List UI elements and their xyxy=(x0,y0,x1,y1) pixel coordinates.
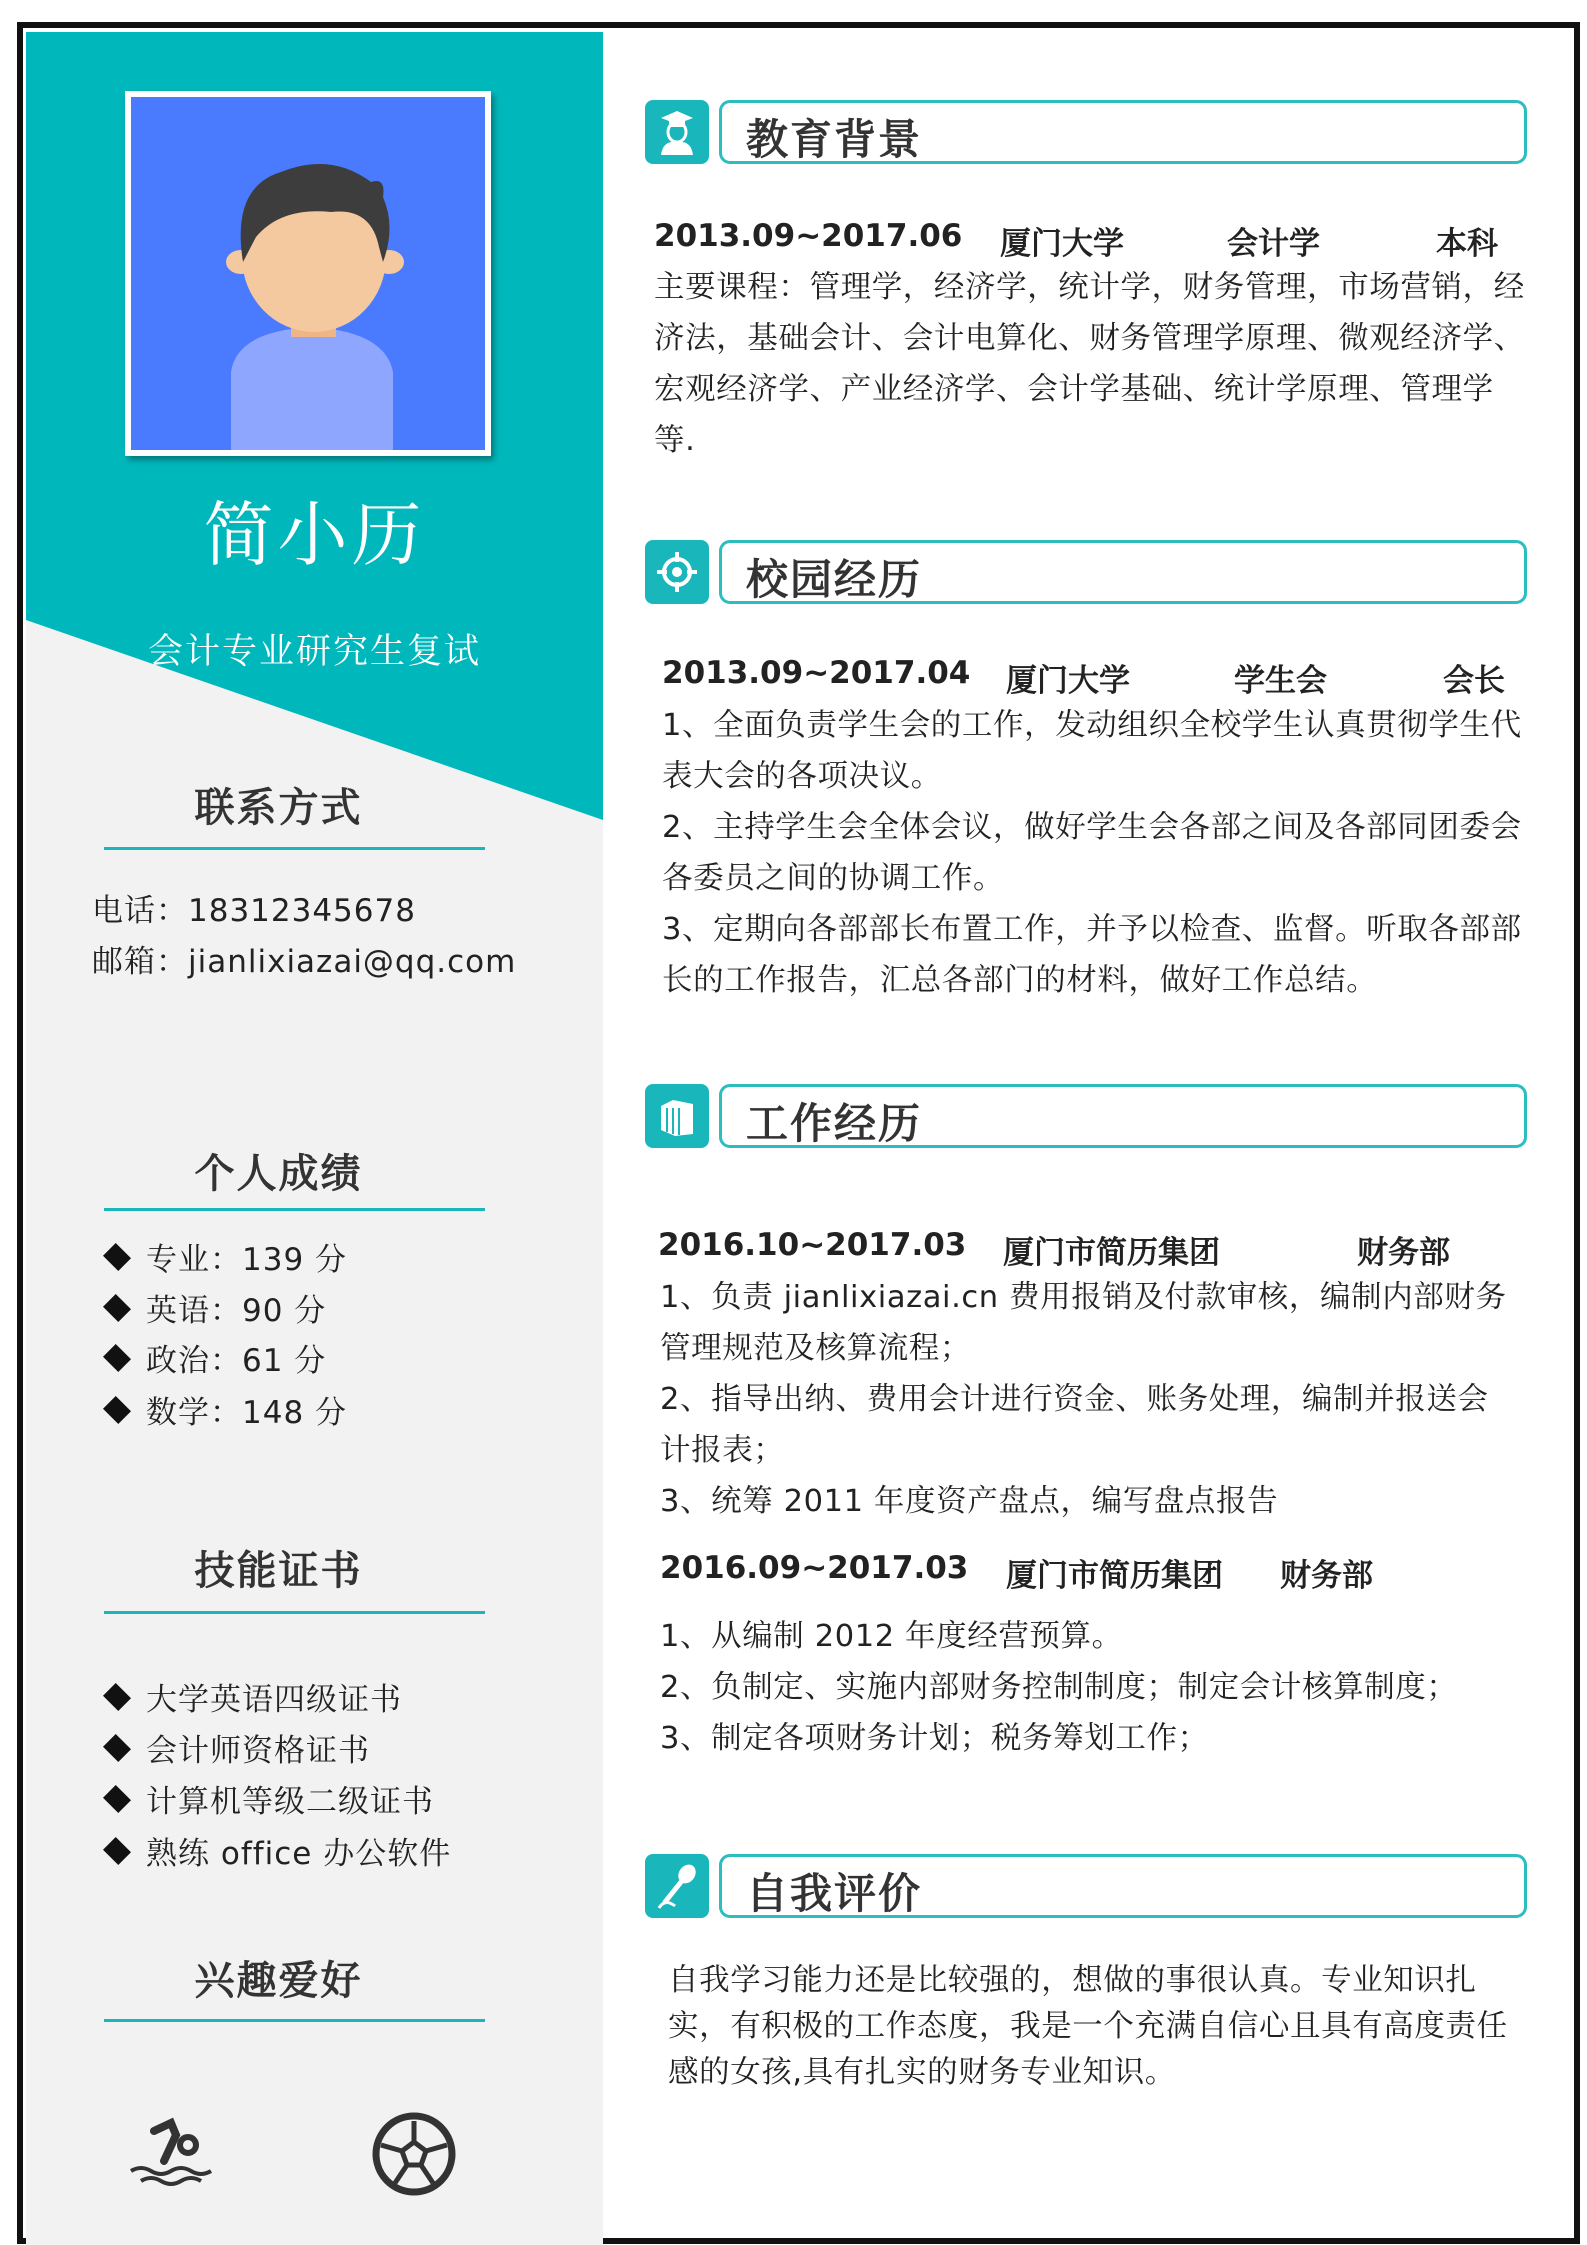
books-icon xyxy=(645,1084,709,1148)
campus-duties xyxy=(662,700,1542,1006)
education-degree: 本科 xyxy=(1436,226,1498,262)
section-title-box xyxy=(719,1854,1527,1918)
diamond-bullet-icon xyxy=(103,1734,131,1762)
divider xyxy=(104,847,485,850)
certificate-item xyxy=(104,1674,402,1719)
section-header-education xyxy=(645,100,1527,164)
job-dept: 财务部 xyxy=(1280,1558,1373,1594)
duty-item: 2、负制定、实施内部财务控制制度；制定会计核算制度； xyxy=(660,1670,1458,1705)
section-header-campus xyxy=(645,540,1527,604)
hobbies-heading: 兴趣爱好 xyxy=(194,1958,363,2004)
duty-item: 3、定期向各部部长布置工作，并予以检查、监督。听取各部部长的工作报告，汇总各部门的材料，做好工作总结。 xyxy=(662,912,1522,998)
diamond-bullet-icon xyxy=(103,1344,131,1372)
diamond-bullet-icon xyxy=(103,1243,131,1271)
microphone-icon xyxy=(645,1854,709,1918)
campus-school: 厦门大学 xyxy=(1006,663,1130,699)
duty-item: 1、从编制 2012 年度经营预算。 xyxy=(660,1619,1123,1654)
education-major: 会计学 xyxy=(1227,226,1320,262)
certificate-text: 熟练 office 办公软件 xyxy=(146,1836,452,1872)
target-icon xyxy=(645,540,709,604)
avatar xyxy=(125,91,491,456)
job-company: 厦门市简历集团 xyxy=(1006,1558,1223,1594)
self-evaluation-text: 自我学习能力还是比较强的，想做的事很认真。专业知识扎实，有积极的工作态度，我是一个充满自信心且具有高度责任感的女孩,具有扎实的财务专业知识。 xyxy=(668,1963,1508,2090)
duty-item: 2、主持学生会全体会议，做好学生会各部之间及各部同团委会各委员之间的协调工作。 xyxy=(662,810,1522,896)
person-subtitle: 会计专业研究生复试 xyxy=(147,632,481,672)
diamond-bullet-icon xyxy=(103,1683,131,1711)
certificate-text: 计算机等级二级证书 xyxy=(146,1784,434,1820)
section-header-work xyxy=(645,1084,1527,1148)
diamond-bullet-icon xyxy=(103,1294,131,1322)
score-item xyxy=(104,1387,347,1432)
certificate-text: 会计师资格证书 xyxy=(146,1733,370,1769)
diamond-bullet-icon xyxy=(103,1837,131,1865)
divider xyxy=(104,1611,485,1614)
duty-item: 2、指导出纳、费用会计进行资金、账务处理，编制并报送会计报表； xyxy=(660,1382,1489,1468)
phone-text: 电话：18312345678 xyxy=(92,893,416,929)
score-text: 数学：148 分 xyxy=(146,1395,348,1431)
job-period: 2016.09~2017.03 xyxy=(660,1550,969,1586)
section-header-self xyxy=(645,1854,1527,1918)
score-item xyxy=(104,1285,326,1330)
campus-org: 学生会 xyxy=(1234,663,1327,699)
score-item xyxy=(104,1234,347,1279)
certificate-item xyxy=(104,1828,451,1873)
diamond-bullet-icon xyxy=(103,1396,131,1424)
person-name: 简小历 xyxy=(203,494,426,576)
email-text: 邮箱：jianlixiazai@qq.com xyxy=(92,944,517,980)
campus-period: 2013.09~2017.04 xyxy=(662,655,971,691)
education-school: 厦门大学 xyxy=(1000,226,1124,262)
duty-item: 3、统筹 2011 年度资产盘点，编写盘点报告 xyxy=(660,1484,1279,1519)
divider xyxy=(104,2019,485,2022)
education-period: 2013.09~2017.06 xyxy=(654,218,963,254)
section-title-box xyxy=(719,540,1527,604)
duty-item: 3、制定各项财务计划；税务筹划工作； xyxy=(660,1721,1209,1756)
certificate-text: 大学英语四级证书 xyxy=(146,1682,402,1718)
section-title: 工作经历 xyxy=(746,1099,923,1148)
diamond-bullet-icon xyxy=(103,1785,131,1813)
job-duties xyxy=(660,1272,1510,1527)
campus-role: 会长 xyxy=(1443,663,1505,699)
soccer-ball-icon xyxy=(369,2109,459,2199)
job-period: 2016.10~2017.03 xyxy=(658,1227,967,1263)
divider xyxy=(104,1208,485,1211)
section-title: 自我评价 xyxy=(746,1869,923,1918)
section-title-box xyxy=(719,1084,1527,1148)
job-duties xyxy=(660,1611,1540,1764)
graduate-icon xyxy=(645,100,709,164)
job-company: 厦门市简历集团 xyxy=(1003,1235,1220,1271)
score-text: 英语：90 分 xyxy=(146,1293,327,1329)
education-courses: 主要课程：管理学，经济学，统计学，财务管理，市场营销，经济法，基础会计、会计电算化、财务管理学原理、微观经济学、宏观经济学、产业经济学、会计学基础、统计学原理、管理学等. xyxy=(654,270,1525,458)
section-title: 教育背景 xyxy=(746,115,923,164)
score-text: 政治：61 分 xyxy=(146,1343,327,1379)
section-title-box xyxy=(719,100,1527,164)
certificates-heading: 技能证书 xyxy=(194,1548,363,1594)
person-avatar-icon xyxy=(131,97,485,450)
scores-heading: 个人成绩 xyxy=(194,1151,363,1197)
score-item xyxy=(104,1335,326,1380)
left-sidebar xyxy=(26,32,603,2245)
section-title: 校园经历 xyxy=(746,555,923,604)
contact-heading: 联系方式 xyxy=(194,785,363,831)
job-dept: 财务部 xyxy=(1357,1235,1450,1271)
certificate-item xyxy=(104,1725,370,1770)
duty-item: 1、全面负责学生会的工作，发动组织全校学生认真贯彻学生代表大会的各项决议。 xyxy=(662,708,1522,794)
score-text: 专业：139 分 xyxy=(146,1242,348,1278)
duty-item: 1、负责 jianlixiazai.cn 费用报销及付款审核，编制内部财务管理规范及核算流程； xyxy=(660,1280,1507,1366)
certificate-item xyxy=(104,1776,434,1821)
swimming-icon xyxy=(126,2109,216,2199)
